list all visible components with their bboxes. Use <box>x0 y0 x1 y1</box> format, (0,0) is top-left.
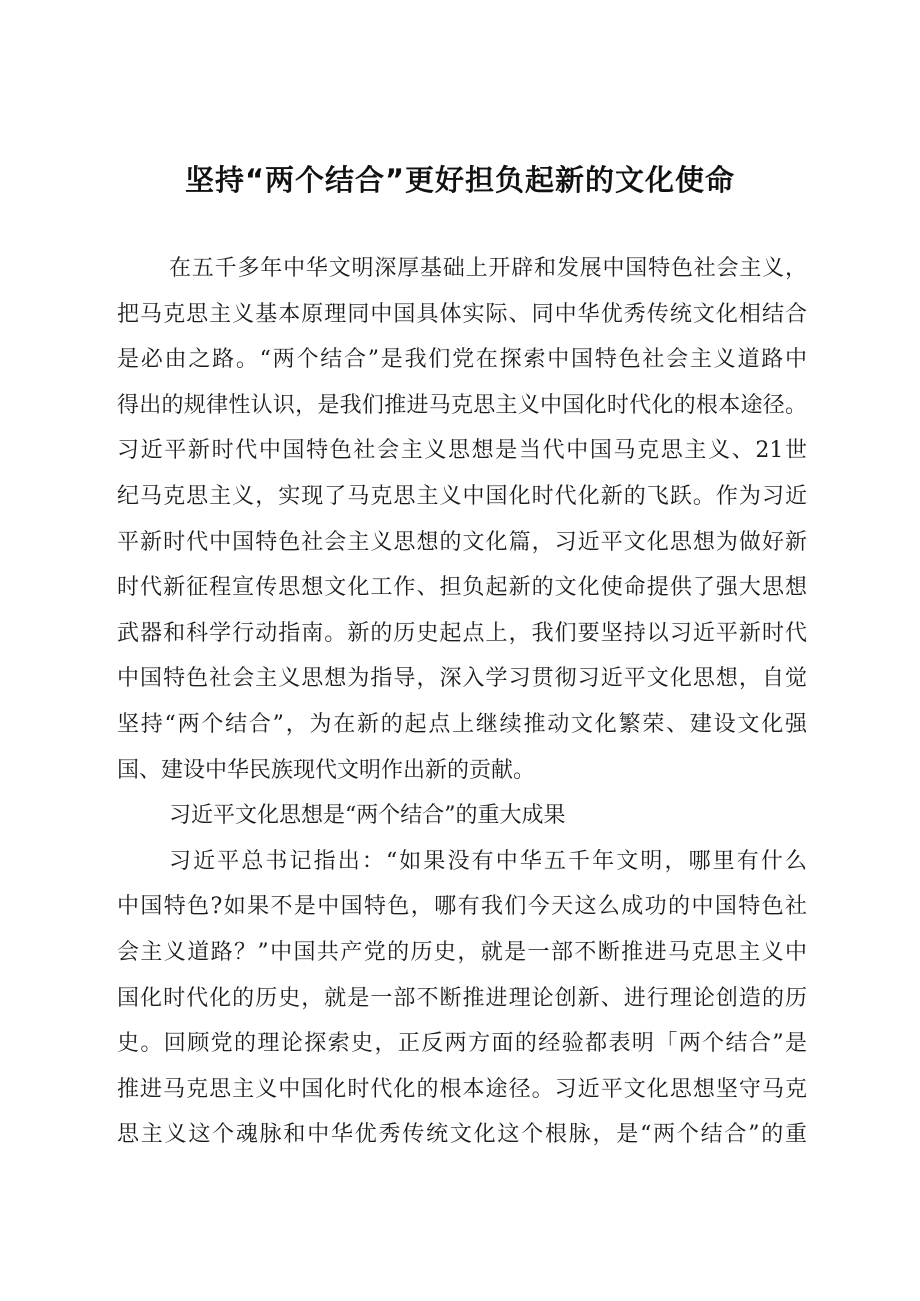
paragraph-3-line-3: 会主义道路？”中国共产党的历史，就是一部不断推进马克思主义中 <box>117 939 807 965</box>
paragraph-1-line-7: 平新时代中国特色社会主义思想的文化篇，习近平文化思想为做好新 <box>117 529 807 555</box>
paragraph-3-line-1: 习近平总书记指出：“如果没有中华五千年文明，哪里有什么 <box>169 848 807 874</box>
paragraph-3-line-5: 史。回顾党的理论探索史，正反两方面的经验都表明「两个结合”是 <box>117 1031 807 1057</box>
paragraph-1-line-2: 把马克思主义基本原理同中国具体实际、同中华优秀传统文化相结合 <box>117 301 807 327</box>
paragraph-1-line-1: 在五千多年中华文明深厚基础上开辟和发展中国特色社会主义， <box>169 256 807 281</box>
paragraph-3-line-2: 中国特色?如果不是中国特色，哪有我们今天这么成功的中国特色社 <box>117 894 807 920</box>
paragraph-1-line-9: 武器和科学行动指南。新的历史起点上，我们要坚持以习近平新时代 <box>117 620 807 646</box>
paragraph-3-line-4: 国化时代化的历史，就是一部不断推进理论创新、进行理论创造的历 <box>117 985 807 1011</box>
document-body <box>117 246 807 1158</box>
paragraph-3-line-7: 思主义这个魂脉和中华优秀传统文化这个根脉，是“两个结合”的重 <box>117 1122 807 1148</box>
paragraph-1-line-3: 是必由之路。“两个结合”是我们党在探索中国特色社会主义道路中 <box>117 347 807 373</box>
paragraph-1-line-5: 习近平新时代中国特色社会主义思想是当代中国马克思主义、21世 <box>117 438 807 464</box>
paragraph-3-line-6: 推进马克思主义中国化时代化的根本途径。习近平文化思想坚守马克 <box>117 1076 807 1102</box>
paragraph-1-line-6: 纪马克思主义，实现了马克思主义中国化时代化新的飞跃。作为习近 <box>117 483 807 509</box>
paragraph-1-line-8: 时代新征程宣传思想文化工作、担负起新的文化使命提供了强大思想 <box>117 575 807 601</box>
paragraph-1-line-11: 坚持“两个结合”，为在新的起点上继续推动文化繁荣、建设文化强 <box>117 711 807 737</box>
paragraph-1-line-4: 得出的规律性认识，是我们推进马克思主义中国化时代化的根本途径。 <box>117 392 807 418</box>
paragraph-1-line-12: 国、建设中华民族现代文明作出新的贡献。 <box>117 757 536 783</box>
document-title: 坚持“两个结合”更好担负起新的文化使命 <box>184 163 736 197</box>
paragraph-1-line-10: 中国特色社会主义思想为指导，深入学习贯彻习近平文化思想，自觉 <box>117 666 807 692</box>
section-heading: 习近平文化思想是“两个结合”的重大成果 <box>169 803 566 829</box>
